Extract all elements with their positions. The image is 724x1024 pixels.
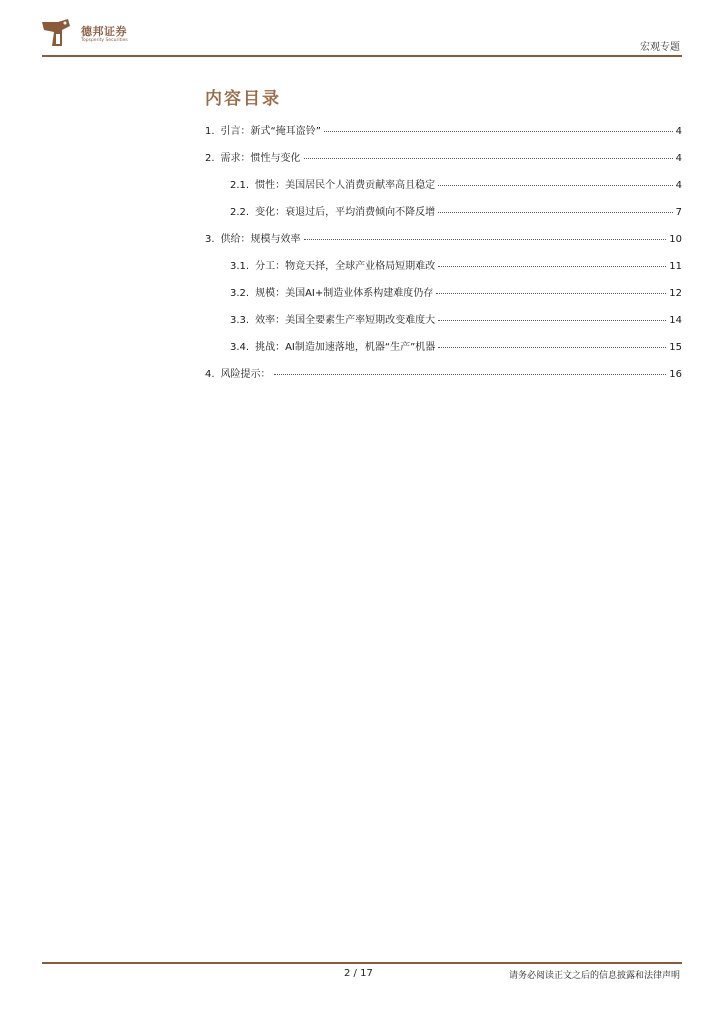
toc-leader-dots (438, 265, 666, 267)
toc-leader-dots (274, 373, 667, 375)
toc-entry-number: 3.1. (230, 261, 250, 272)
toc-entry-text: 变化：衰退过后，平均消费倾向不降反增 (255, 207, 436, 218)
header-divider (42, 55, 682, 57)
logo-text-en: Topsperity Securities (81, 38, 128, 43)
toc-entry-page: 12 (669, 288, 682, 299)
toc-leader-dots (324, 130, 673, 132)
toc-entry-text: 需求：惯性与变化 (220, 153, 301, 164)
toc-entry-page: 16 (669, 369, 682, 380)
toc-leader-dots (438, 184, 673, 186)
toc-entry-number: 3.2. (230, 288, 250, 299)
toc-leader-dots (304, 238, 667, 240)
toc-entry-text: 规模：美国AI+制造业体系构建难度仍存 (255, 288, 434, 299)
footer-divider (42, 962, 682, 964)
toc-entry-number: 4. (205, 369, 215, 380)
toc-leader-dots (304, 157, 673, 159)
toc-leader-dots (436, 292, 666, 294)
toc-entry-text: 惯性：美国居民个人消费贡献率高且稳定 (255, 180, 436, 191)
toc-entry-number: 3.3. (230, 315, 250, 326)
toc-entry-text: 引言：新式“掩耳盗铃” (220, 126, 321, 137)
toc-entry-1[interactable] (205, 122, 682, 136)
toc-entry-text: 挑战：AI制造加速落地，机器“生产”机器 (255, 342, 436, 353)
toc-entry-text: 分工：物竞天择，全球产业格局短期难改 (255, 261, 436, 272)
toc-entry-number: 2.2. (230, 207, 250, 218)
toc-entry-text: 效率：美国全要素生产率短期改变难度大 (255, 315, 436, 326)
toc-entry-2[interactable] (205, 149, 682, 163)
toc-entry-page: 14 (669, 315, 682, 326)
toc-entry-number: 1. (205, 126, 215, 137)
toc-entry-number: 2. (205, 153, 215, 164)
toc-entry-page: 10 (669, 234, 682, 245)
page-number: 2 / 17 (344, 968, 373, 979)
toc-entry-4[interactable] (205, 365, 682, 379)
toc-leader-dots (438, 211, 673, 213)
toc-title: 内容目录 (205, 89, 281, 109)
toc-entry-text: 风险提示： (220, 369, 271, 380)
toc-entry-number: 3. (205, 234, 215, 245)
logo-mark-icon (38, 16, 74, 52)
toc-leader-dots (438, 346, 666, 348)
toc-entry-3[interactable] (205, 230, 682, 244)
toc-entry-page: 4 (675, 153, 682, 164)
toc-entry-3-3[interactable] (230, 311, 682, 325)
toc-leader-dots (438, 319, 666, 321)
toc-entry-page: 11 (669, 261, 682, 272)
toc-entry-number: 2.1. (230, 180, 250, 191)
toc-entry-number: 3.4. (230, 342, 250, 353)
header-section-label: 宏观专题 (640, 42, 680, 53)
toc-entry-2-2[interactable] (230, 203, 682, 217)
toc-entry-3-2[interactable] (230, 284, 682, 298)
toc-entry-page: 4 (675, 126, 682, 137)
toc-entry-text: 供给：规模与效率 (220, 234, 301, 245)
toc-entry-page: 7 (675, 207, 682, 218)
toc-entry-3-4[interactable] (230, 338, 682, 352)
toc-entry-page: 4 (675, 180, 682, 191)
toc-entry-3-1[interactable] (230, 257, 682, 271)
footer-disclaimer: 请务必阅读正文之后的信息披露和法律声明 (508, 971, 680, 981)
toc-entry-2-1[interactable] (230, 176, 682, 190)
toc-entry-page: 15 (669, 342, 682, 353)
logo-text-cn: 德邦证券 (81, 25, 127, 38)
company-logo (38, 16, 148, 52)
